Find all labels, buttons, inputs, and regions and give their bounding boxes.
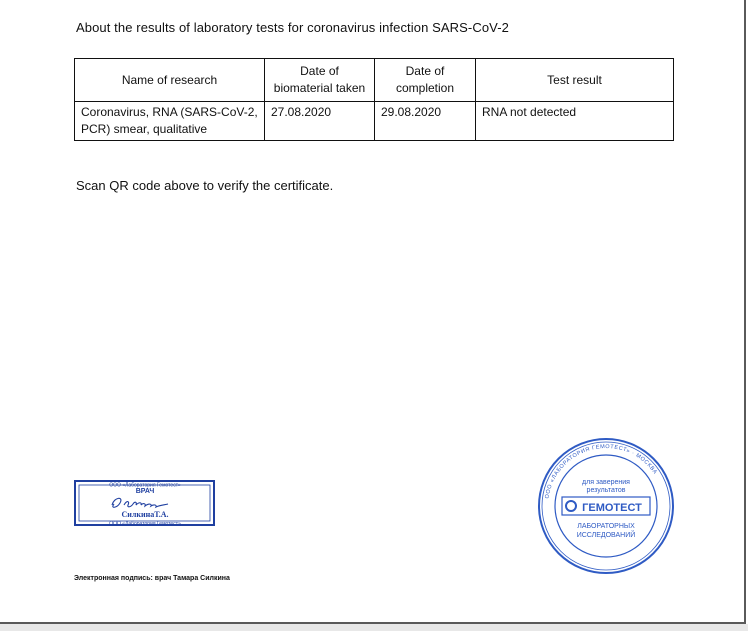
seal-line1: для заверения xyxy=(582,479,630,486)
seal-line4: ИССЛЕДОВАНИЙ xyxy=(576,532,636,539)
lab-seal xyxy=(536,436,676,576)
seal-line3: ЛАБОРАТОРНЫХ xyxy=(577,523,635,530)
cell-test-result: RNA not detected xyxy=(476,102,674,141)
stamp-name: СилкинаТ.А. xyxy=(121,510,169,519)
brand-logo-icon xyxy=(566,501,576,511)
table-row xyxy=(75,102,674,141)
cell-date-completion: 29.08.2020 xyxy=(375,102,476,141)
header-name-of-research: Name of research xyxy=(75,59,265,102)
stamp-title: ВРАЧ xyxy=(135,488,155,495)
page-bottom-strip xyxy=(0,624,748,631)
cell-date-taken: 27.08.2020 xyxy=(265,102,375,141)
header-date-completion: Date of completion xyxy=(375,59,476,102)
stamp-org-bottom: ООО «Лаборатория Гемотест» xyxy=(109,521,181,527)
doctor-stamp xyxy=(74,479,216,529)
seal-line2: результатов xyxy=(586,487,626,494)
electronic-signature: Электронная подпись: врач Тамара Силкина xyxy=(74,575,230,582)
results-table xyxy=(74,58,674,141)
table-header-row xyxy=(75,59,674,102)
header-date-biomaterial: Date of biomaterial taken xyxy=(265,59,375,102)
verify-note: Scan QR code above to verify the certificate. xyxy=(76,178,334,193)
seal-outer-text: ООО «ЛАБОРАТОРИЯ ГЕМОТЕСТ» · МОСКВА xyxy=(544,443,659,500)
document-heading: About the results of laboratory tests for coronavirus infection SARS-CoV-2 xyxy=(76,20,509,35)
cell-research-name: Coronavirus, RNA (SARS-CoV-2, PCR) smear, qualitative xyxy=(75,102,265,141)
signature-scribble xyxy=(112,498,168,507)
stamp-org-top: ООО «Лаборатория Гемотест» xyxy=(109,482,181,489)
seal-brand: ГЕМОТЕСТ xyxy=(582,502,642,514)
header-test-result: Test result xyxy=(476,59,674,102)
